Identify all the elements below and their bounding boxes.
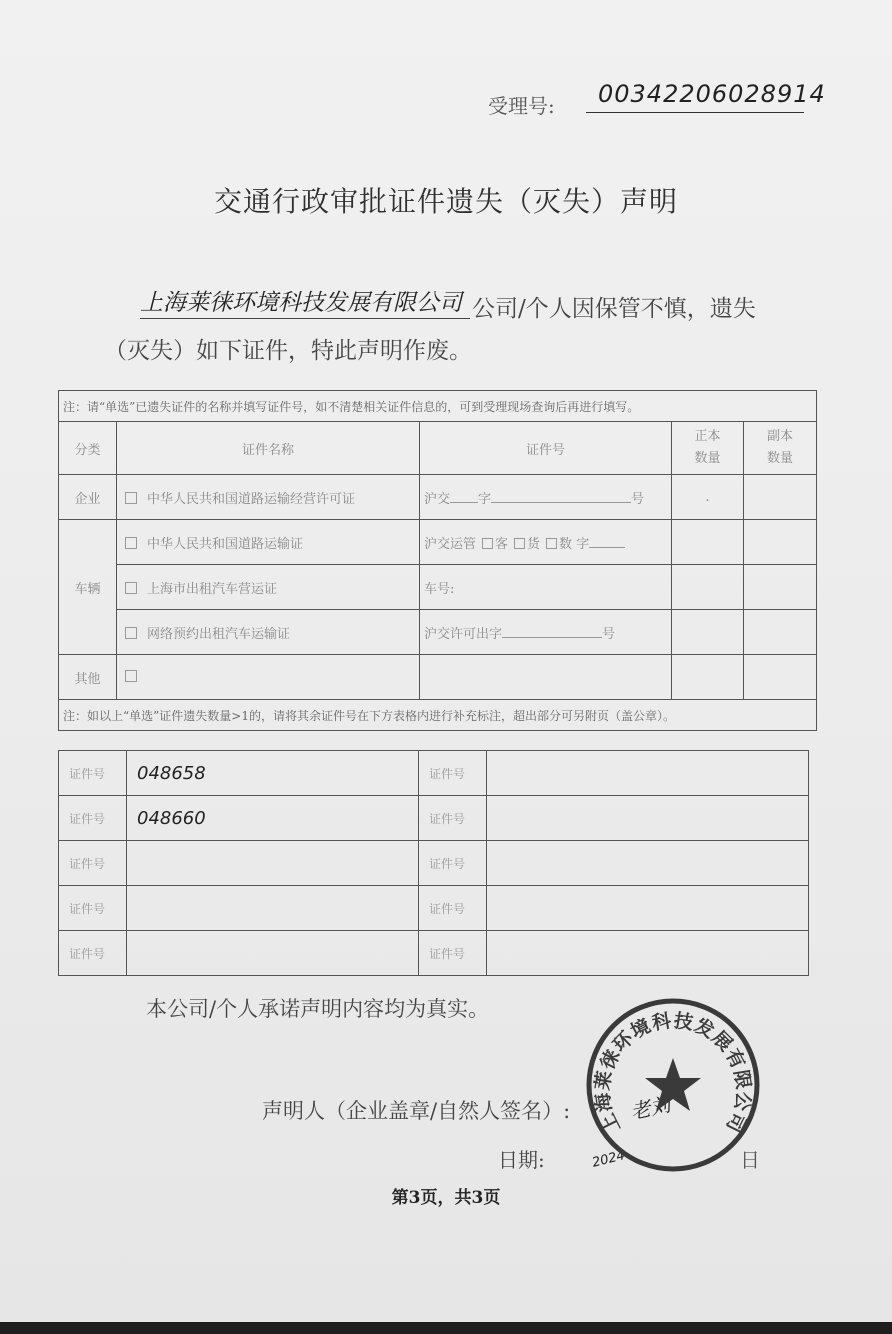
- supplement-left-value: 048658: [127, 751, 419, 796]
- supplement-right-label: 证件号: [419, 886, 487, 931]
- category-enterprise: 企业: [59, 475, 117, 520]
- seal-star-icon: [645, 1058, 701, 1111]
- lost-certificate-table: [58, 390, 817, 731]
- other-cert-cell: [117, 655, 420, 700]
- taxi-cert-cell: [117, 565, 420, 610]
- checkbox[interactable]: [125, 627, 137, 639]
- cert-no-suffix: 号: [602, 626, 616, 642]
- checkbox[interactable]: [514, 538, 525, 549]
- enterprise-cert-name: 中华人民共和国道路运输经营许可证: [147, 491, 356, 507]
- taxi-plate-cell: 车号:: [420, 565, 672, 610]
- supplement-left-label: 证件号: [59, 796, 127, 841]
- supplement-left-label: 证件号: [59, 751, 127, 796]
- table-row: [59, 610, 817, 655]
- accept-number-underline: [586, 112, 804, 113]
- supplement-row: [59, 796, 809, 841]
- bottom-background: [0, 1322, 892, 1334]
- supplement-right-value: [487, 751, 809, 796]
- header-copy-count: 副本数量: [744, 422, 817, 475]
- declarer-label: 声明人（企业盖章/自然人签名）:: [262, 1099, 571, 1123]
- table-row: [59, 655, 817, 700]
- supplement-left-value: [127, 841, 419, 886]
- date-value-handwritten: 2024: [590, 1148, 627, 1171]
- supplement-right-value: [487, 931, 809, 976]
- supplement-right-value: [487, 796, 809, 841]
- supplement-right-value: [487, 841, 809, 886]
- promise-statement: 本公司/个人承诺声明内容均为真实。: [146, 997, 490, 1021]
- declaration-line-1: 公司/个人因保管不慎，遗失: [472, 296, 756, 322]
- header-cert-no: 证件号: [420, 422, 672, 475]
- supplement-row: [59, 751, 809, 796]
- header-original-count: 正本数量: [672, 422, 744, 475]
- road-transport-cert-name: 中华人民共和国道路运输证: [147, 536, 304, 552]
- checkbox[interactable]: [125, 670, 137, 682]
- enterprise-original-count: .: [672, 475, 744, 520]
- supplement-left-value: 048660: [127, 796, 419, 841]
- supplement-right-label: 证件号: [419, 931, 487, 976]
- supplement-left-label: 证件号: [59, 841, 127, 886]
- checkbox[interactable]: [125, 492, 137, 504]
- page-number: 第3页，共3页: [391, 1188, 501, 1208]
- svg-text:上海莱徕环境科技发展有限公司: 上海莱徕环境科技发展有限公司: [591, 1009, 755, 1137]
- cert-no-prefix: 沪交: [424, 491, 451, 507]
- cert-no-mid: 字: [478, 491, 492, 507]
- enterprise-copy-count: [744, 475, 817, 520]
- company-seal: [584, 996, 762, 1174]
- enterprise-cert-cell: [117, 475, 420, 520]
- supplement-right-label: 证件号: [419, 796, 487, 841]
- cert-no-suffix: 号: [631, 491, 645, 507]
- cert-no-mid: 字: [576, 536, 590, 552]
- supplement-row: [59, 931, 809, 976]
- table-row: [59, 475, 817, 520]
- supplement-row: [59, 841, 809, 886]
- accept-number-value: 00342206028914: [598, 80, 826, 108]
- supplement-row: [59, 886, 809, 931]
- supplement-table: [58, 750, 809, 976]
- supplement-right-value: [487, 886, 809, 931]
- ride-hailing-cert-cell: [117, 610, 420, 655]
- header-category: 分类: [59, 422, 117, 475]
- header-cert-name: 证件名称: [117, 422, 420, 475]
- option-passenger: 客: [495, 536, 509, 552]
- table-row: [59, 520, 817, 565]
- company-name-handwritten: 上海莱徕环境科技发展有限公司: [140, 290, 462, 316]
- checkbox[interactable]: [125, 582, 137, 594]
- ride-hailing-cert-name: 网络预约出租汽车运输证: [147, 626, 291, 642]
- table-row: [59, 565, 817, 610]
- checkbox[interactable]: [125, 537, 137, 549]
- enterprise-cert-no-cell: [420, 475, 672, 520]
- option-cargo: 货: [527, 536, 541, 552]
- supplement-left-label: 证件号: [59, 886, 127, 931]
- option-number: 数: [559, 536, 573, 552]
- checkbox[interactable]: [482, 538, 493, 549]
- category-other: 其他: [59, 655, 117, 700]
- table-note-bottom: 注：如以上“单选”证件遗失数量>1的，请将其余证件号在下方表格内进行补充标注，超出部分可另附页（盖公章）。: [59, 700, 817, 731]
- cert-no-prefix: 沪交运管: [424, 536, 477, 552]
- checkbox[interactable]: [546, 538, 557, 549]
- document-title: 交通行政审批证件遗失（灭失）声明: [213, 185, 678, 218]
- taxi-cert-name: 上海市出租汽车营运证: [147, 581, 278, 597]
- company-name-underline: [140, 318, 470, 319]
- supplement-left-value: [127, 931, 419, 976]
- supplement-left-label: 证件号: [59, 931, 127, 976]
- road-transport-cert-no-cell: [420, 520, 672, 565]
- accept-number-label: 受理号:: [488, 94, 555, 118]
- supplement-right-label: 证件号: [419, 751, 487, 796]
- table-note-top: 注：请“单选”已遗失证件的名称并填写证件号，如不清楚相关证件信息的，可到受理现场查询后再进行填写。: [59, 391, 817, 422]
- supplement-right-label: 证件号: [419, 841, 487, 886]
- signature: 老刘: [628, 1092, 673, 1124]
- road-transport-cert-cell: [117, 520, 420, 565]
- ride-hailing-cert-no-cell: [420, 610, 672, 655]
- category-vehicle: 车辆: [59, 520, 117, 655]
- cert-no-prefix: 沪交许可出字: [424, 626, 503, 642]
- declaration-line-2: （灭失）如下证件，特此声明作废。: [104, 338, 472, 364]
- date-day-char: 日: [740, 1148, 760, 1172]
- date-label: 日期:: [498, 1148, 545, 1172]
- supplement-left-value: [127, 886, 419, 931]
